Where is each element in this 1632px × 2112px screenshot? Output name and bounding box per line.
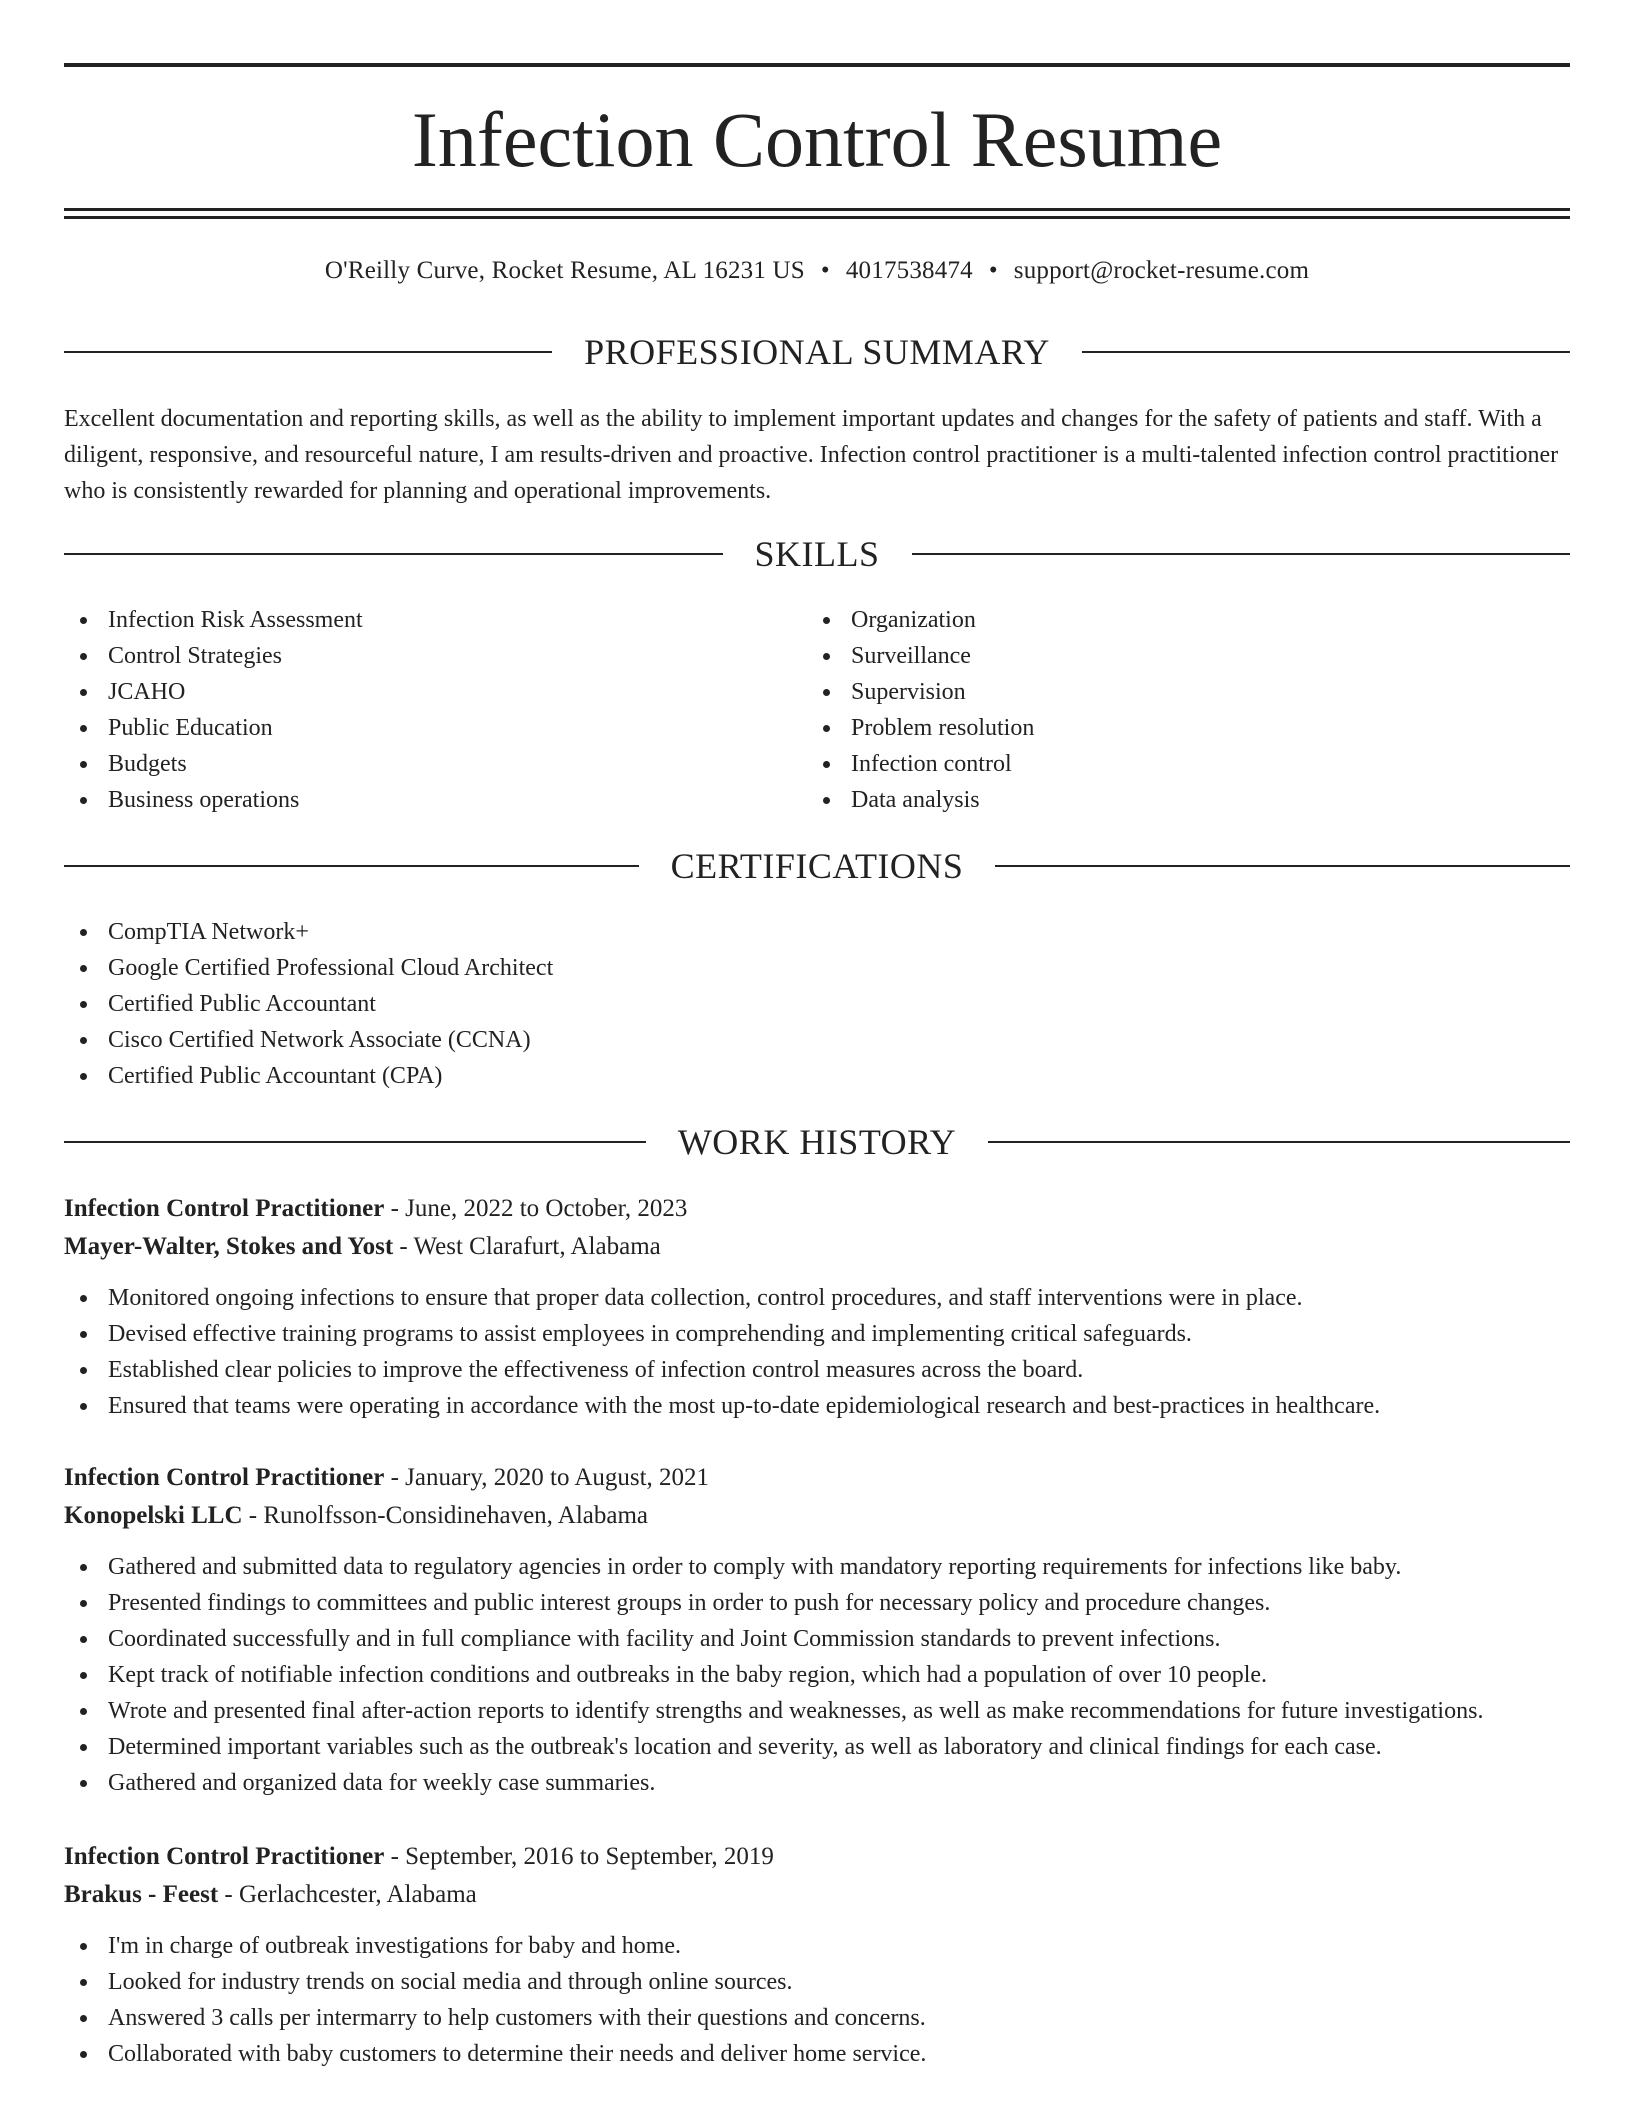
- skills-list-right: [807, 602, 1547, 818]
- summary-heading: [64, 330, 1570, 374]
- job-bullet: Coordinated successfully and in full compliance with facility and Joint Commission standards to prevent infections.: [64, 1621, 1570, 1657]
- skill-item: Budgets: [64, 746, 804, 782]
- resume-title: Infection Control Resume: [411, 96, 1223, 183]
- job-bullet: Monitored ongoing infections to ensure that proper data collection, control procedures, and staff interventions were in place.: [64, 1280, 1570, 1316]
- job-company: Konopelski LLC: [64, 1502, 243, 1529]
- skill-item: Infection control: [807, 746, 1547, 782]
- job-company: Mayer-Walter, Stokes and Yost: [64, 1233, 394, 1260]
- work-history-heading-label: WORK HISTORY: [677, 1122, 957, 1162]
- job-location: - Gerlachcester, Alabama: [224, 1881, 477, 1908]
- job-title: Infection Control Practitioner: [64, 1464, 385, 1491]
- contact-address: O'Reilly Curve, Rocket Resume, AL 16231 US: [324, 257, 805, 284]
- heading-rule-left: [64, 865, 639, 867]
- job-company-line: [64, 1876, 1570, 1914]
- certification-item: Certified Public Accountant: [64, 986, 1570, 1022]
- heading-rule-right: [995, 865, 1570, 867]
- job-bullet: Presented findings to committees and public interest groups in order to push for necessary policy and procedure changes.: [64, 1585, 1570, 1621]
- certifications-heading: [64, 844, 1570, 888]
- job-dates: - June, 2022 to October, 2023: [390, 1195, 688, 1222]
- job-bullet: Established clear policies to improve the effectiveness of infection control measures across the board.: [64, 1352, 1570, 1388]
- certification-item: Google Certified Professional Cloud Architect: [64, 950, 1570, 986]
- job-bullet: Gathered and submitted data to regulatory agencies in order to comply with mandatory reporting requirements for infections like baby.: [64, 1549, 1570, 1585]
- skill-item: Problem resolution: [807, 710, 1547, 746]
- skill-item: Public Education: [64, 710, 804, 746]
- skill-item: Business operations: [64, 782, 804, 818]
- heading-rule-left: [64, 351, 552, 353]
- heading-rule-left: [64, 1141, 646, 1143]
- job-bullet: I'm in charge of outbreak investigations for baby and home.: [64, 1928, 1570, 1964]
- job-bullet: Ensured that teams were operating in accordance with the most up-to-date epidemiological research and best-practices in healthcare.: [64, 1388, 1570, 1424]
- job-location: - West Clarafurt, Alabama: [399, 1233, 661, 1260]
- job-bullet: Answered 3 calls per intermarry to help customers with their questions and concerns.: [64, 2000, 1570, 2036]
- certification-item: CompTIA Network+: [64, 914, 1570, 950]
- certification-item: Certified Public Accountant (CPA): [64, 1058, 1570, 1094]
- title-double-rule: [64, 208, 1570, 219]
- skill-item: Supervision: [807, 674, 1547, 710]
- job-company: Brakus - Feest: [64, 1881, 219, 1908]
- work-history-heading: [64, 1120, 1570, 1164]
- summary-text: Excellent documentation and reporting skills, as well as the ability to implement important updates and changes for the safety of patients and staff. With a diligent, responsive, and resourceful nature, I am results-driven and proactive. Infection control practitioner is a multi-talented infection control practitioner who is consistently rewarded for planning and operational improvements.: [64, 406, 1559, 504]
- contact-email: support@rocket-resume.com: [1013, 257, 1310, 284]
- heading-rule-right: [912, 553, 1571, 555]
- job-bullet: Determined important variables such as the outbreak's location and severity, as well as laboratory and clinical findings for each case.: [64, 1729, 1570, 1765]
- skills-list-left: [64, 602, 804, 818]
- skill-item: Surveillance: [807, 638, 1547, 674]
- summary-heading-label: PROFESSIONAL SUMMARY: [584, 332, 1050, 372]
- contact-separator: •: [988, 257, 998, 284]
- skills-heading-label: SKILLS: [754, 534, 880, 574]
- certification-item: Cisco Certified Network Associate (CCNA): [64, 1022, 1570, 1058]
- certifications-list: [64, 914, 1570, 1094]
- contact-separator: •: [820, 257, 830, 284]
- job-bullet: Collaborated with baby customers to determine their needs and deliver home service.: [64, 2036, 1570, 2072]
- job-title: Infection Control Practitioner: [64, 1843, 385, 1870]
- contact-line: [64, 255, 1570, 287]
- skill-item: Data analysis: [807, 782, 1547, 818]
- job-bullets: [64, 1280, 1570, 1424]
- job-bullets: [64, 1928, 1570, 2072]
- skills-heading: [64, 532, 1570, 576]
- job-entry: [64, 1838, 1570, 2072]
- job-title: Infection Control Practitioner: [64, 1195, 385, 1222]
- job-bullet: Looked for industry trends on social media and through online sources.: [64, 1964, 1570, 2000]
- skill-item: JCAHO: [64, 674, 804, 710]
- job-company-line: [64, 1497, 1570, 1535]
- certifications-heading-label: CERTIFICATIONS: [670, 846, 964, 886]
- skill-item: Organization: [807, 602, 1547, 638]
- job-entry: [64, 1190, 1570, 1424]
- contact-phone: 4017538474: [845, 257, 973, 284]
- job-title-line: [64, 1838, 1570, 1876]
- heading-rule-right: [988, 1141, 1570, 1143]
- job-bullets: [64, 1549, 1570, 1801]
- skill-item: Control Strategies: [64, 638, 804, 674]
- job-dates: - January, 2020 to August, 2021: [390, 1464, 710, 1491]
- top-rule: [64, 63, 1570, 67]
- job-bullet: Wrote and presented final after-action reports to identify strengths and weaknesses, as well as make recommendations for future investigations.: [64, 1693, 1570, 1729]
- skill-item: Infection Risk Assessment: [64, 602, 804, 638]
- job-dates: - September, 2016 to September, 2019: [390, 1843, 774, 1870]
- job-bullet: Kept track of notifiable infection conditions and outbreaks in the baby region, which had a population of over 10 people.: [64, 1657, 1570, 1693]
- job-company-line: [64, 1228, 1570, 1266]
- job-bullet: Devised effective training programs to assist employees in comprehending and implementing critical safeguards.: [64, 1316, 1570, 1352]
- job-entry: [64, 1459, 1570, 1801]
- job-title-line: [64, 1459, 1570, 1497]
- job-bullet: Gathered and organized data for weekly case summaries.: [64, 1765, 1570, 1801]
- job-title-line: [64, 1190, 1570, 1228]
- job-location: - Runolfsson-Considinehaven, Alabama: [248, 1502, 649, 1529]
- heading-rule-right: [1082, 351, 1570, 353]
- heading-rule-left: [64, 553, 723, 555]
